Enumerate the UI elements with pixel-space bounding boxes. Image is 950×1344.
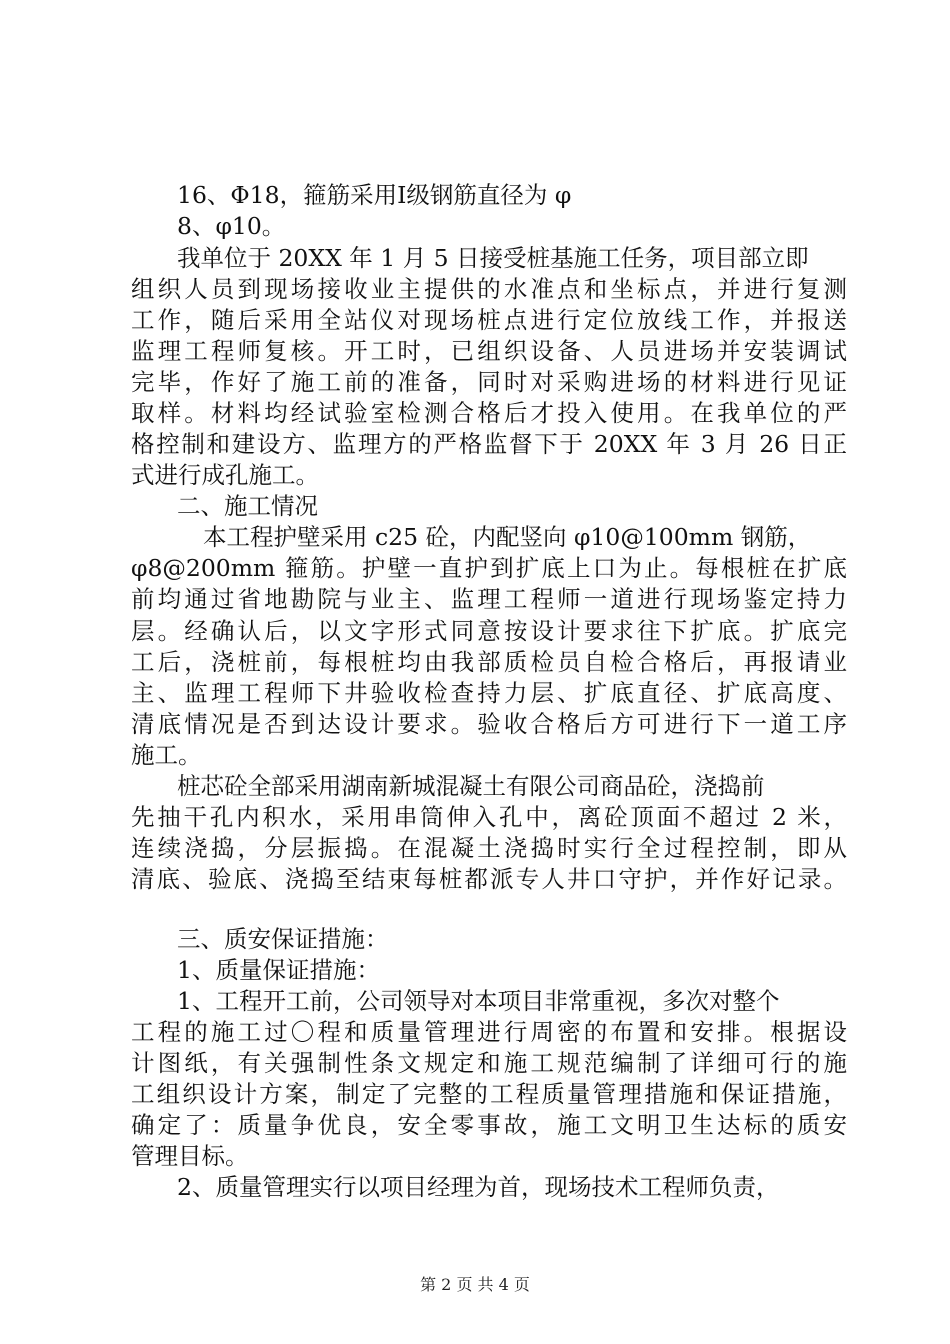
section-heading: 二、施工情况	[177, 492, 318, 520]
text-line: 本工程护壁采用 c25 砼，内配竖向 φ10@100mm 钢筋，	[203, 523, 812, 551]
text-line: 完毕，作好了施工前的准备，同时对采购进场的材料进行见证	[131, 368, 847, 396]
text-line: 取样。材料均经试验室检测合格后才投入使用。在我单位的严	[131, 399, 847, 427]
text-line: 计图纸，有关强制性条文规定和施工规范编制了详细可行的施	[131, 1049, 847, 1077]
text-line: 8、φ10。	[177, 212, 286, 240]
text-line: 前均通过省地勘院与业主、监理工程师一道进行现场鉴定持力	[131, 585, 847, 613]
text-line: 式进行成孔施工。	[131, 461, 319, 489]
text-line: 我单位于 20XX 年 1 月 5 日接受桩基施工任务，项目部立即	[177, 244, 809, 272]
text-line: φ8@200mm 箍筋。护壁一直护到扩底上口为止。每根桩在扩底	[131, 554, 847, 582]
text-line: 先抽干孔内积水，采用串筒伸入孔中，离砼顶面不超过 2 米，	[131, 803, 847, 831]
text-line: 管理目标。	[131, 1142, 249, 1170]
section-heading: 三、质安保证措施：	[177, 925, 389, 953]
text-line: 1、工程开工前，公司领导对本项目非常重视，多次对整个	[177, 987, 780, 1015]
text-line: 工作，随后采用全站仪对现场桩点进行定位放线工作，并报送	[131, 306, 847, 334]
text-line: 桩芯砼全部采用湖南新城混凝土有限公司商品砼，浇捣前	[177, 772, 765, 800]
text-line: 清底情况是否到达设计要求。验收合格后方可进行下一道工序	[131, 710, 847, 738]
page-footer: 第 2 页 共 4 页	[420, 1275, 530, 1294]
text-line: 工后，浇桩前，每根桩均由我部质检员自检合格后，再报请业	[131, 648, 847, 676]
text-line: 层。经确认后，以文字形式同意按设计要求往下扩底。扩底完	[131, 617, 847, 645]
text-line: 格控制和建设方、监理方的严格监督下于 20XX 年 3 月 26 日正	[131, 430, 847, 458]
text-line: 组织人员到现场接收业主提供的水准点和坐标点，并进行复测	[131, 275, 847, 303]
text-line: 清底、验底、浇捣至结束每桩都派专人井口守护，并作好记录。	[131, 865, 847, 893]
text-line: 工组织设计方案，制定了完整的工程质量管理措施和保证措施，	[131, 1080, 847, 1108]
text-line: 监理工程师复核。开工时，已组织设备、人员进场并安装调试	[131, 337, 847, 365]
text-line: 2、质量管理实行以项目经理为首，现场技术工程师负责，	[177, 1173, 780, 1201]
text-line: 确定了：质量争优良，安全零事故，施工文明卫生达标的质安	[131, 1111, 847, 1139]
text-line: 16、Φ18，箍筋采用Ⅰ级钢筋直径为 φ	[177, 181, 572, 209]
subsection-heading: 1、质量保证措施：	[177, 956, 380, 984]
text-line: 施工。	[131, 741, 202, 769]
text-line: 工程的施工过〇程和质量管理进行周密的布置和安排。根据设	[131, 1018, 847, 1046]
text-line: 主、监理工程师下井验收检查持力层、扩底直径、扩底高度、	[131, 679, 847, 707]
text-line: 连续浇捣，分层振捣。在混凝土浇捣时实行全过程控制，即从	[131, 834, 847, 862]
